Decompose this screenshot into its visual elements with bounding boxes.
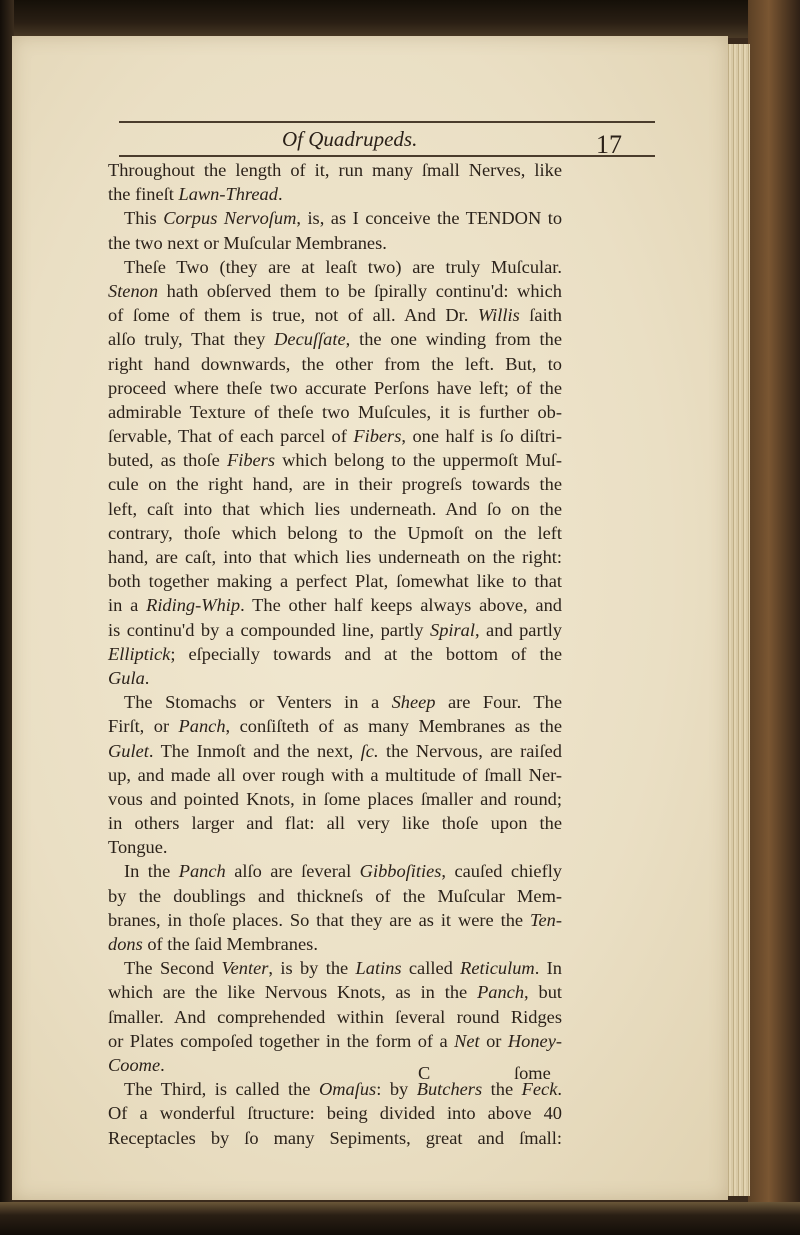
text-line: both together making a perfect Plat, ſomewhat like to that: [108, 571, 562, 592]
book-frame-bottom: [0, 1202, 800, 1235]
text-line: Theſe Two (they are at leaſt two) are truly Muſcular.: [124, 256, 562, 277]
text-line: In the Panch alſo are ſeveral Gibboſities, cauſed chiefly: [124, 861, 562, 882]
book-frame-top: [0, 0, 800, 38]
body-text: [108, 158, 562, 1150]
text-line: This Corpus Nervoſum, is, as I conceive the TENDON to: [124, 208, 563, 229]
text-line: in others larger and flat: all very like thoſe upon the: [108, 813, 562, 834]
text-line: ſmaller. And comprehended within ſeveral round Ridges: [108, 1006, 562, 1027]
signature-mark: C: [418, 1063, 431, 1083]
text-line: which are the like Nervous Knots, as in the Panch, but: [108, 982, 562, 1003]
text-line: hand, are caſt, into that which lies underneath on the right:: [108, 547, 562, 567]
page-number: 17: [596, 130, 622, 159]
text-line: right hand downwards, the other from the left. But, to: [108, 353, 562, 374]
text-line: by the doublings and thickneſs of the Muſcular Mem-: [108, 885, 562, 906]
text-line: Elliptick; eſpecially towards and at the bottom of the: [108, 643, 562, 664]
header-rule-top: [119, 121, 655, 123]
page-edges: [726, 44, 750, 1196]
text-line: ſervable, That of each parcel of Fibers, one half is ſo diſtri-: [108, 426, 563, 447]
text-line: or Plates compoſed together in the form of a Net or Honey-: [108, 1030, 563, 1051]
text-line: cule on the right hand, are in their progreſs towards the: [108, 474, 562, 495]
catchword: ſome: [514, 1063, 551, 1083]
text-line: dons of the ſaid Membranes.: [108, 934, 318, 954]
text-line: Gula.: [108, 667, 150, 688]
text-line: proceed where theſe two accurate Perſons have left; of the: [108, 377, 562, 398]
text-line: left, caſt into that which lies underneath. And ſo on the: [108, 498, 562, 519]
text-line: Gulet. The Inmoſt and the next, ſc. the Nervous, are raiſed: [108, 740, 562, 761]
text-line: branes, in thoſe places. So that they are as it were the Ten-: [108, 909, 562, 930]
text-line: Coome.: [108, 1054, 165, 1075]
text-line: vous and pointed Knots, in ſome places ſmaller and round;: [108, 788, 562, 809]
text-line: Throughout the length of it, run many ſmall Nerves, like: [108, 160, 562, 180]
text-line: Tongue.: [108, 837, 168, 858]
text-line: Stenon hath obſerved them to be ſpirally continu'd: which: [108, 280, 562, 301]
text-line: buted, as thoſe Fibers which belong to the uppermoſt Muſ-: [108, 450, 562, 471]
text-line: admirable Texture of theſe two Muſcules, it is further ob-: [108, 401, 562, 422]
text-line: is continu'd by a compounded line, partly Spiral, and partly: [108, 619, 562, 640]
text-line: up, and made all over rough with a multitude of ſmall Ner-: [108, 764, 562, 785]
text-line: of ſome of them is true, not of all. And Dr. Willis ſaith: [108, 305, 562, 326]
text-line: Firſt, or Panch, conſiſteth of as many Membranes as the: [108, 716, 562, 737]
text-line: contrary, thoſe which belong to the Upmoſt on the left: [108, 522, 562, 543]
text-line: the fineſt Lawn-Thread.: [108, 184, 283, 205]
text-line: Of a wonderful ſtructure: being divided into above 40: [108, 1103, 562, 1124]
text-line: The Second Venter, is by the Latins called Reticulum. In: [124, 958, 562, 979]
book-spine-edge: [748, 0, 800, 1235]
text-line: in a Riding-Whip. The other half keeps always above, and: [108, 595, 562, 616]
text-line: the two next or Muſcular Membranes.: [108, 232, 387, 253]
text-line: alſo truly, That they Decuſſate, the one winding from the: [108, 329, 562, 350]
header-rule-bottom: [119, 155, 655, 157]
text-line: The Stomachs or Venters in a Sheep are Four. The: [124, 692, 562, 713]
running-title: Of Quadrupeds.: [282, 127, 418, 151]
text-line: Receptacles by ſo many Sepiments, great and ſmall:: [108, 1127, 562, 1148]
text-line: The Third, is called the Omaſus: by Butchers the Feck.: [124, 1079, 562, 1100]
